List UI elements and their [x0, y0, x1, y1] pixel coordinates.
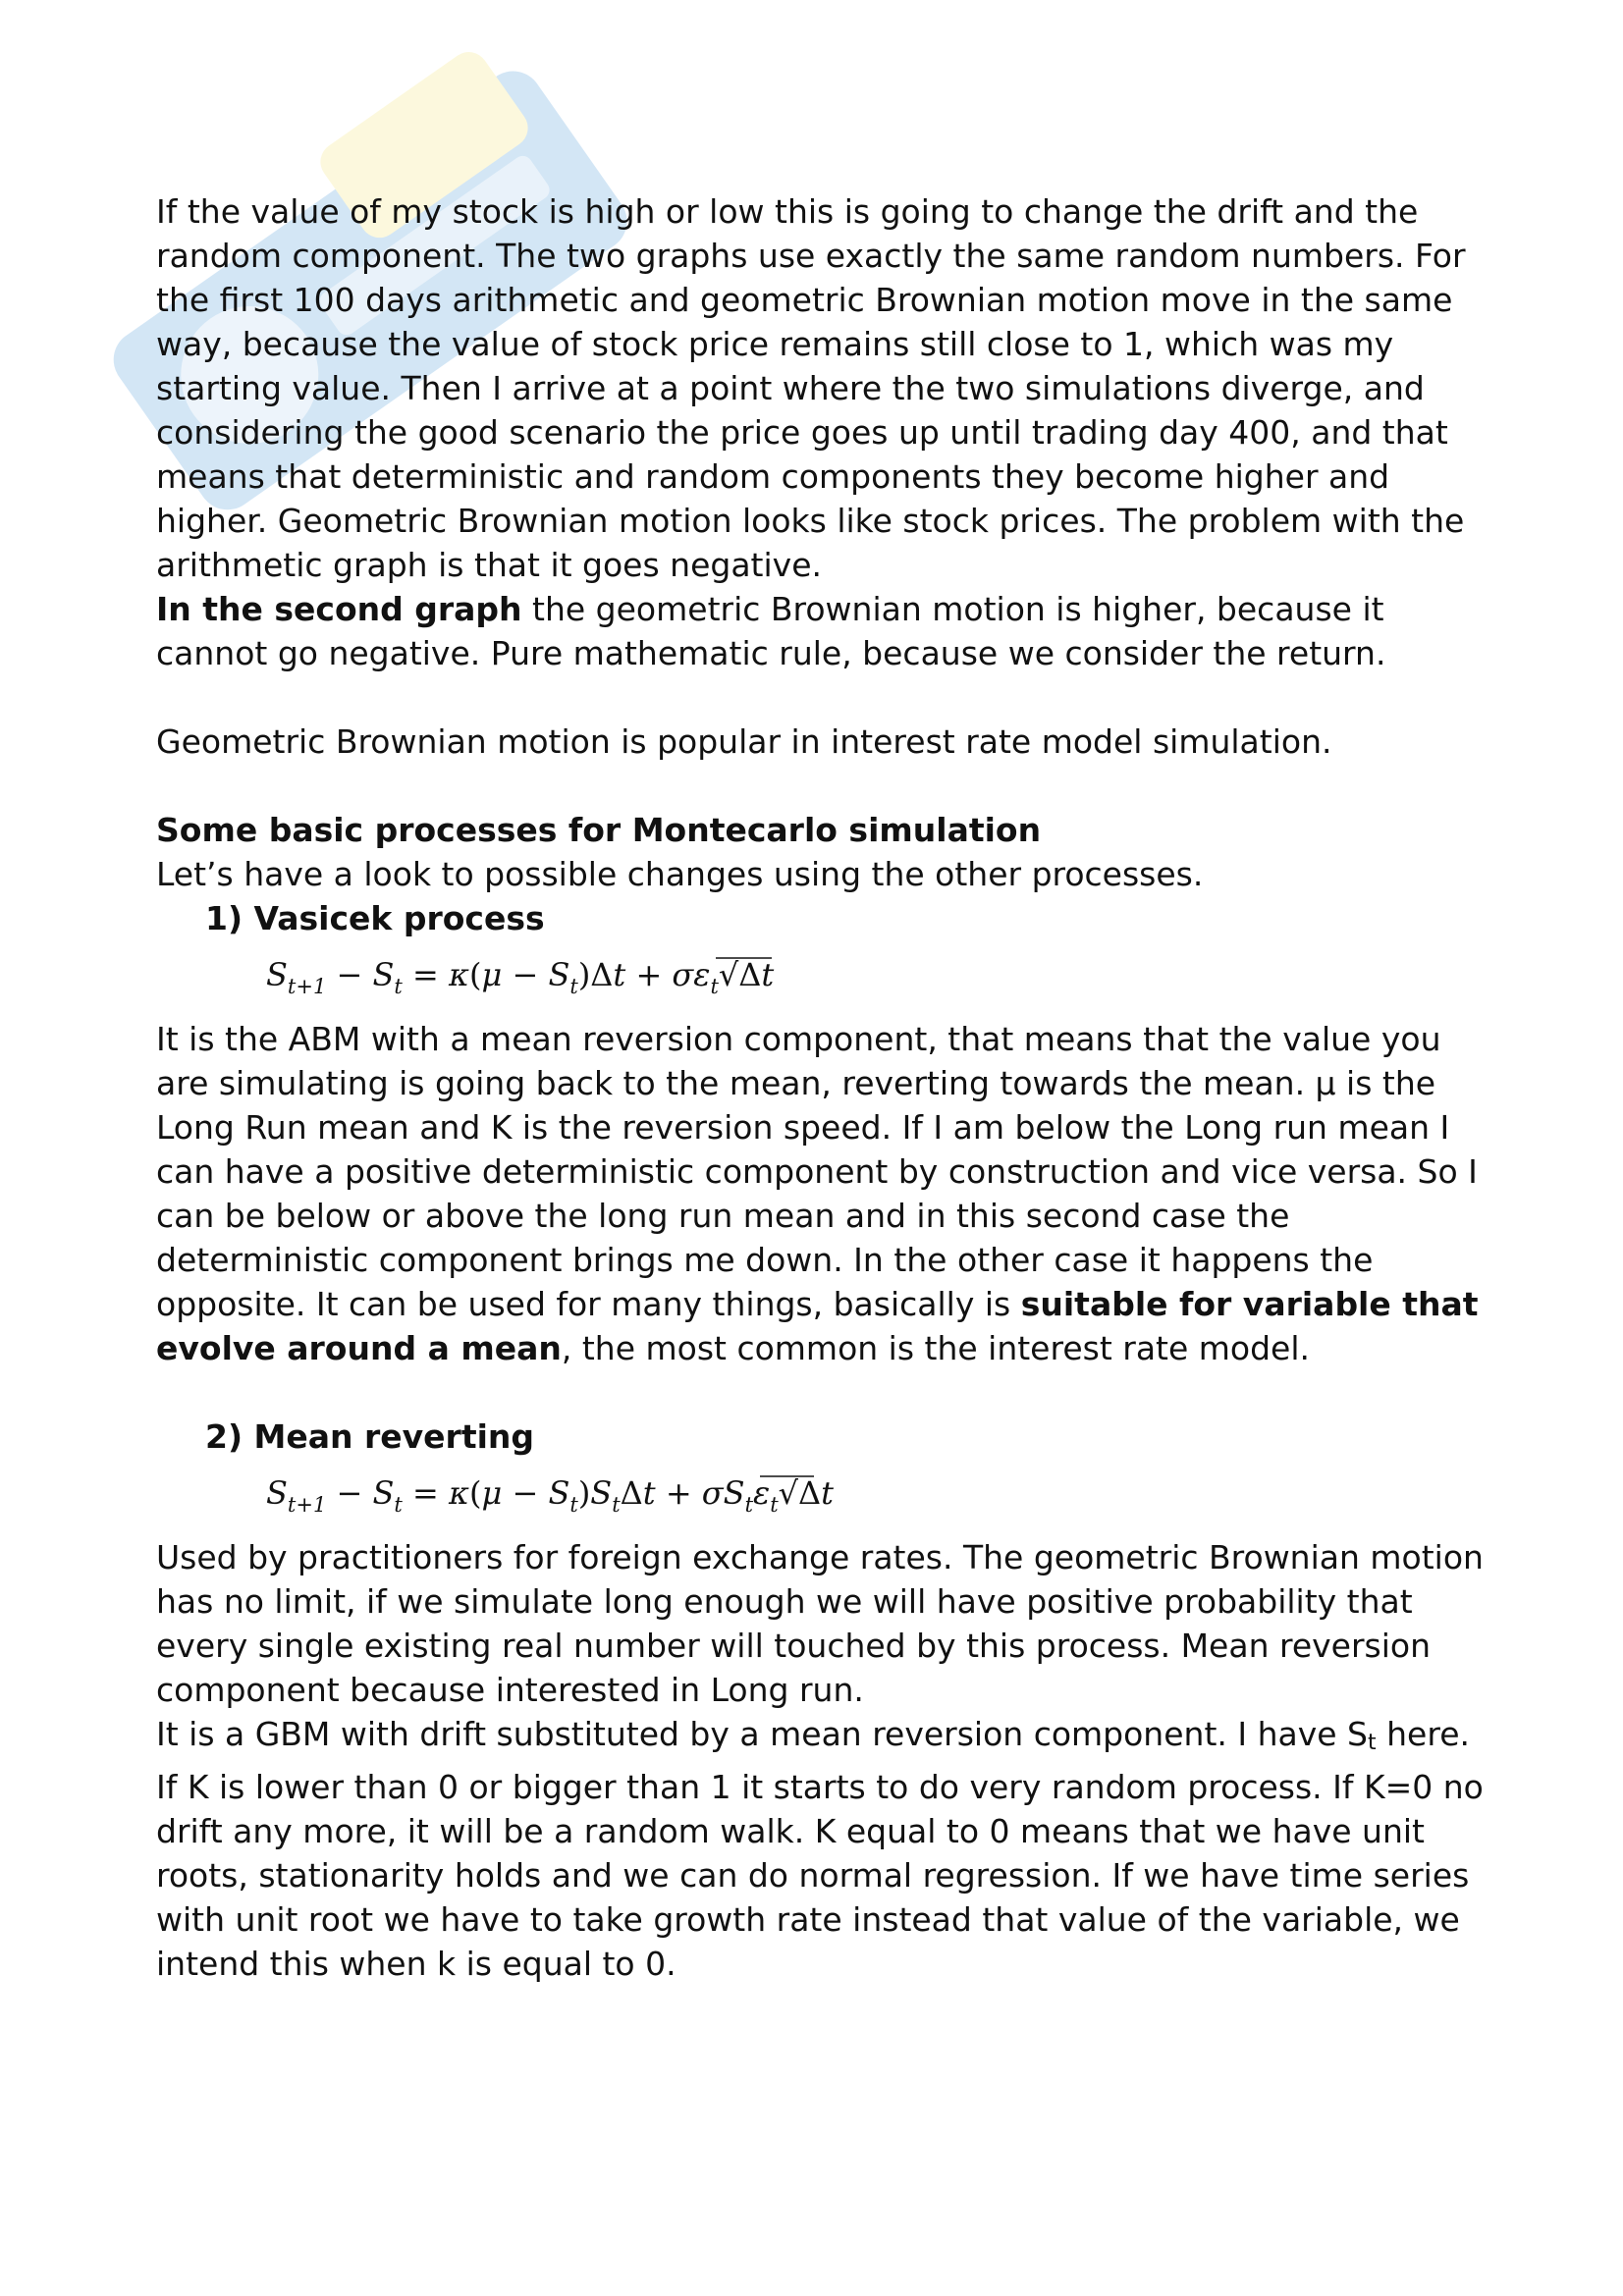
svg-text:St+1 − St = κ(μ − St)Δt + σεt√: $S_{t+1} - S_t = \kappa(\mu - S_t)\Delta t + \sigma\varepsilon_t√\Delta t$	[266, 956, 775, 998]
section-intro: Let’s have a look to possible changes using the other processes.	[156, 855, 1204, 893]
gbm-drift-rest: here. If K is lower than 0 or bigger than 1 it starts to do very random process. If K=0 no drift any more, it will be a random walk. K equal to 0 means that we have unit roots, stationarity holds and we can do normal regression. If we have time series with unit root we have to take growth rate instead that value of the variable, we intend this when k is equal to 0.	[156, 1715, 1484, 1983]
bold-second-graph: In the second graph	[156, 590, 522, 628]
formula-mean-reverting-svg	[266, 1465, 834, 1522]
paragraph-second-graph	[156, 587, 1491, 675]
formula-vasicek	[266, 946, 1491, 1003]
item-heading-vasicek: 1) Vasicek process	[205, 899, 545, 937]
document-page	[156, 189, 1491, 1986]
svg-text:St+1 − St = κ(μ − St)StΔt + σS: $S_{t+1} - S_t = \kappa(\mu - S_t)S_t\Delta t + \sigma S_t\varepsilon_t√\Delta t$	[266, 1474, 834, 1517]
vasicek-text-end: , the most common is the interest rate model.	[561, 1329, 1311, 1367]
formula-vasicek-svg	[266, 946, 777, 1003]
paragraph-gbm-drift	[156, 1712, 1491, 1986]
second-graph-text: the geometric Brownian motion is higher, because it cannot go negative. Pure mathematic rule, because we consider the return.	[156, 590, 1386, 672]
section-heading: Some basic processes for Montecarlo simulation	[156, 811, 1042, 849]
vasicek-text-start: It is the ABM with a mean reversion component, that means that the value you are simulating is going back to the mean, reverting towards the mean. μ is the Long Run mean and K is the reversion speed. If I am below the Long run mean I can have a positive deterministic component by construction and vice versa. So I can be below or above the long run mean and in this second case the deterministic component brings me down. In the other case it happens the opposite. It can be used for many things, basically is	[156, 1020, 1478, 1323]
formula-mean-reverting	[266, 1465, 1491, 1522]
paragraph-vasicek	[156, 1017, 1491, 1370]
paragraph-gbm-popular: Geometric Brownian motion is popular in interest rate model simulation.	[156, 722, 1332, 761]
subscript-t: t	[1368, 1731, 1377, 1755]
paragraph-stock-drift: If the value of my stock is high or low this is going to change the drift and the random component. The two graphs use exactly the same random numbers. For the first 100 days arithmetic and geometric Brownian motion move in the same way, because the value of stock price remains still close to 1, which was my starting value. Then I arrive at a point where the two simulations diverge, and considering the good scenario the price goes up until trading day 400, and that means that deterministic and random components they become higher and higher. Geometric Brownian motion looks like stock prices. The problem with the arithmetic graph is that it goes negative.	[156, 192, 1466, 584]
item-heading-mean-reverting: 2) Mean reverting	[205, 1417, 535, 1456]
bold-suitable-variable: suitable for variable that evolve around a mean	[156, 1285, 1479, 1367]
paragraph-practitioners: Used by practitioners for foreign exchange rates. The geometric Brownian motion has no limit, if we simulate long enough we will have positive probability that every single existing real number will touched by this process. Mean reversion component because interested in Long run.	[156, 1538, 1484, 1709]
gbm-drift-start: It is a GBM with drift substituted by a mean reversion component. I have S	[156, 1715, 1368, 1753]
